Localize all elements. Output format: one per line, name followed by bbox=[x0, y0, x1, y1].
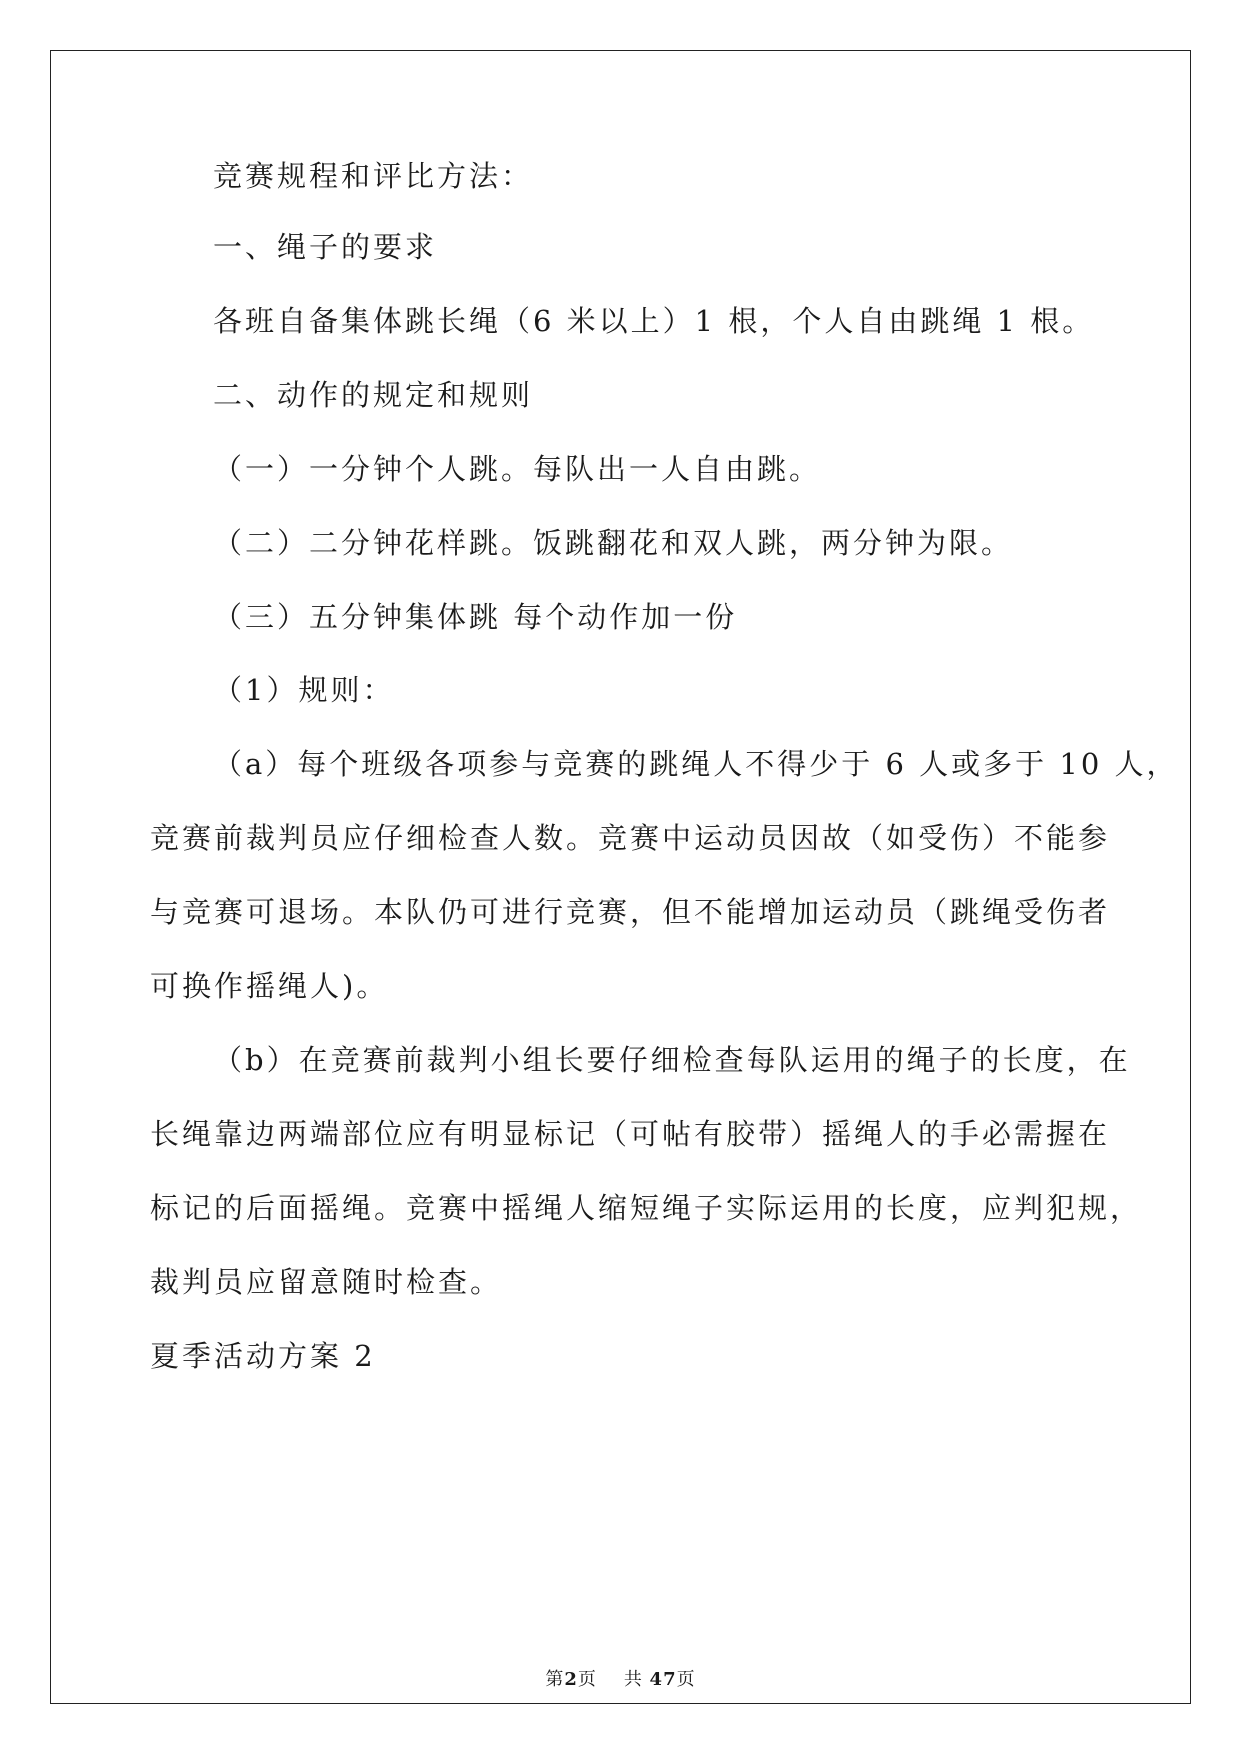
item-five-minute: （三）五分钟集体跳 每个动作加一份 bbox=[213, 600, 738, 634]
paragraph-b-line-1: （b）在竞赛前裁判小组长要仔细检查每队运用的绳子的长度，在 bbox=[213, 1043, 1131, 1077]
paragraph-b-line-3: 标记的后面摇绳。竞赛中摇绳人缩短绳子实际运用的长度，应判犯规， bbox=[150, 1191, 1143, 1225]
footer-total-pages: 47 bbox=[649, 1669, 677, 1690]
item-one-minute: （一）一分钟个人跳。每队出一人自由跳。 bbox=[213, 452, 822, 486]
page-footer bbox=[0, 1669, 1241, 1691]
next-section-title: 夏季活动方案 2 bbox=[150, 1339, 376, 1373]
page-border bbox=[50, 50, 1191, 1704]
heading-action-rules: 二、动作的规定和规则 bbox=[213, 378, 534, 412]
paragraph-a-line-2: 竞赛前裁判员应仔细检查人数。竞赛中运动员因故（如受伤）不能参 bbox=[150, 821, 1111, 855]
item-two-minute: （二）二分钟花样跳。饭跳翻花和双人跳，两分钟为限。 bbox=[213, 526, 1014, 560]
footer-page-prefix: 第 bbox=[545, 1669, 565, 1690]
heading-rope-requirements: 一、绳子的要求 bbox=[213, 230, 438, 264]
section-heading-rules: 竞赛规程和评比方法： bbox=[213, 159, 534, 193]
subheading-rules: （1）规则： bbox=[213, 673, 395, 707]
paragraph-b-line-4: 裁判员应留意随时检查。 bbox=[150, 1265, 503, 1299]
paragraph-rope-supply: 各班自备集体跳长绳（6 米以上）1 根，个人自由跳绳 1 根。 bbox=[213, 304, 1095, 338]
paragraph-a-line-4: 可换作摇绳人)。 bbox=[150, 969, 389, 1003]
footer-page-suffix: 页 bbox=[577, 1669, 597, 1690]
footer-page-number: 2 bbox=[564, 1669, 578, 1690]
footer-total-prefix: 共 bbox=[623, 1669, 643, 1690]
paragraph-b-line-2: 长绳靠边两端部位应有明显标记（可帖有胶带）摇绳人的手必需握在 bbox=[150, 1117, 1111, 1151]
paragraph-a-line-1: （a）每个班级各项参与竞赛的跳绳人不得少于 6 人或多于 10 人， bbox=[213, 747, 1179, 781]
footer-total-suffix: 页 bbox=[676, 1669, 696, 1690]
paragraph-a-line-3: 与竞赛可退场。本队仍可进行竞赛，但不能增加运动员（跳绳受伤者 bbox=[150, 895, 1111, 929]
